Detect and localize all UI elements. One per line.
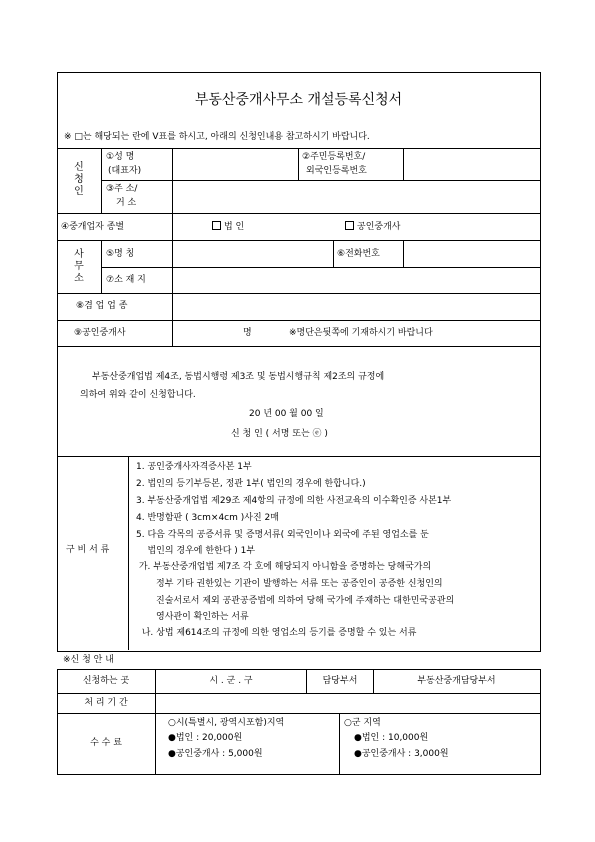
document-item: 1. 공인중개사자격증사본 1부 — [136, 462, 252, 472]
document-item: 법인의 경우에 한한다 ) 1부 — [136, 546, 256, 556]
name-sublabel: (대표자) — [108, 166, 142, 176]
broker-type-agent-option[interactable] — [345, 221, 400, 233]
broker-type-corp-option[interactable] — [212, 221, 244, 233]
office-name-input[interactable] — [173, 241, 332, 267]
document-item: 나. 상법 제614조의 규정에 의한 영업소의 등기를 증명할 수 있는 서류 — [136, 628, 417, 638]
document-item: 가. 부동산중개업법 제7조 각 호에 해당되지 아니함을 증명하는 당해국가의 — [136, 562, 432, 572]
office-name-label: ⑤명 칭 — [106, 249, 135, 259]
page-title: 부동산중개사무소 개설등록신청서 — [194, 92, 403, 108]
fee-county-title: ○군 지역 — [344, 718, 381, 728]
fee-county-agent: ●공인중개사 : 3,000원 — [354, 749, 449, 759]
period-label: 처 리 기 간 — [84, 698, 128, 708]
agents-label: ⑨공인중개사 — [74, 328, 126, 338]
address-label: ③주 소/ — [106, 184, 138, 194]
corp-checkbox[interactable] — [212, 221, 221, 230]
idnum-label: ②주민등록번호/ — [302, 152, 366, 162]
dept-value: 부동산중개담당부서 — [417, 676, 496, 686]
documents-label: 구 비 서 류 — [66, 545, 110, 555]
side-business-input[interactable] — [173, 294, 539, 320]
phone-label: ⑥전화번호 — [337, 249, 380, 259]
agent-option-label: 공인중개사 — [357, 222, 401, 232]
declaration-date: 20 년 00 월 00 일 — [249, 409, 324, 419]
document-item: 진술서로서 제외 공관공증법에 의하여 당해 국가에 주재하는 대한민국공관의 — [136, 596, 455, 606]
fee-county-corp: ●법인 : 10,000원 — [354, 733, 429, 743]
name-input[interactable] — [173, 149, 297, 180]
declaration-line2: 의하여 위와 같이 신청합니다. — [80, 390, 196, 400]
guide-heading: ※신 청 안 내 — [63, 655, 114, 665]
agents-count-unit: 명 — [243, 328, 252, 338]
address-sublabel: 거 소 — [116, 198, 137, 208]
phone-input[interactable] — [404, 241, 539, 267]
applicant-section-label: 신청인 — [74, 162, 84, 197]
declaration-line1: 부동산중개업법 제4조, 동법시행령 제3조 및 동법시행규칙 제2조의 규정에 — [92, 372, 385, 382]
agents-note: ※명단은뒷쪽에 기재하시기 바랍니다 — [289, 328, 433, 338]
name-label: ①성 명 — [106, 152, 135, 162]
broker-type-label: ④중개업자 종별 — [61, 222, 125, 232]
location-input[interactable] — [173, 268, 539, 293]
fee-city-corp: ●법인 : 20,000원 — [168, 733, 243, 743]
corp-option-label: 법 인 — [224, 222, 245, 232]
office-section-label: 사무소 — [74, 249, 84, 284]
document-item: 정부 기타 권한있는 기관이 발행하는 서류 또는 공증인이 공증한 신청인의 — [136, 579, 443, 589]
check-note: ※ □는 해당되는 란에 V표를 하시고, 아래의 신청인내용 참고하시기 바랍니다. — [64, 132, 370, 142]
document-item: 2. 법인의 등기부등본, 정관 1부( 법인의 경우에 한합니다.) — [136, 479, 366, 489]
submit-to-value: 시 . 군 . 구 — [209, 676, 253, 686]
agent-checkbox[interactable] — [345, 221, 354, 230]
document-item: 영사관이 확인하는 서류 — [136, 612, 249, 622]
location-label: ⑦소 재 지 — [106, 275, 146, 285]
fee-label: 수 수 료 — [90, 738, 122, 748]
fee-city-agent: ●공인중개사 : 5,000원 — [168, 749, 263, 759]
document-item: 4. 반명함판 ( 3cm×4cm )사진 2매 — [136, 513, 279, 523]
dept-label: 담당부서 — [322, 676, 358, 686]
declaration-signer: 신 청 인 ( 서명 또는 ⓔ ) — [231, 429, 328, 439]
address-input[interactable] — [173, 181, 539, 213]
idnum-sublabel: 외국인등록번호 — [306, 166, 367, 176]
document-item: 5. 다음 각목의 공증서류 및 증명서류( 외국인이나 외국에 주된 영업소를 둔 — [136, 530, 429, 540]
idnum-input[interactable] — [404, 149, 539, 180]
fee-city-title: ○시(특별시, 광역시포함)지역 — [168, 718, 285, 728]
submit-to-label: 신청하는 곳 — [82, 676, 130, 686]
document-item: 3. 부동산중개업법 제29조 제4항의 규정에 의한 사전교육의 이수확인증 사본1부 — [136, 496, 452, 506]
side-business-label: ⑧겸 업 업 종 — [76, 301, 128, 311]
